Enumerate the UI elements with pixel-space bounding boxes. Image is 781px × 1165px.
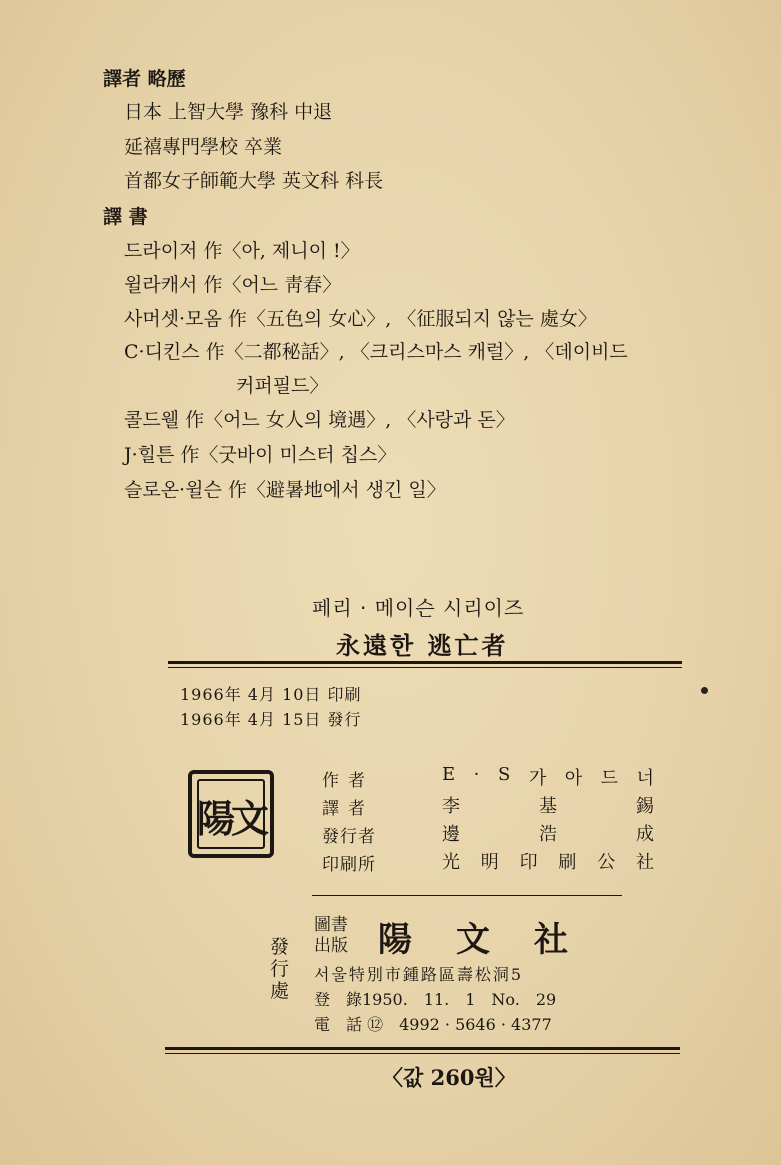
price: 〈값 260원〉	[382, 1065, 516, 1090]
profile-item: 首都女子師範大學 英文科 科長	[124, 170, 384, 192]
credit-label: 作者	[322, 771, 374, 791]
publisher-address: 서울特別市鍾路區壽松洞5	[314, 965, 524, 984]
translation-item: 콜드웰 作〈어느 女人의 境遇〉, 〈사랑과 돈〉	[124, 409, 515, 431]
divider	[168, 661, 682, 664]
credit-value-publisher: 邊 浩 成	[442, 824, 654, 845]
divider	[165, 1047, 680, 1050]
publisher-phone: 電 話 ⑫ 4992 · 5646 · 4377	[314, 1015, 552, 1034]
publisher-vertical-label: 發行處	[270, 936, 290, 1002]
book-title: 永遠한 逃亡者	[336, 632, 509, 660]
credit-label: 發行者	[322, 827, 376, 847]
divider	[165, 1053, 680, 1054]
publisher-category: 出版	[314, 936, 348, 956]
publish-date: 1966年 4月 15日 發行	[180, 710, 362, 729]
profile-item: 延禧專門學校 卒業	[124, 136, 283, 158]
translation-item: 슬로온·윌슨 作〈避暑地에서 생긴 일〉	[124, 479, 446, 501]
seal-text: 陽文	[196, 796, 265, 841]
translation-item: J·힐튼 作〈굿바이 미스터 칩스〉	[124, 444, 397, 466]
translator-profile-heading: 譯者 略歷	[103, 68, 186, 90]
translation-item: 사머셋·모옴 作〈五色의 女心〉, 〈征服되지 않는 處女〉	[124, 308, 597, 330]
publisher-registration: 登 錄1950. 11. 1 No. 29	[314, 990, 557, 1009]
credit-value-author: E · S 가 아 드 너	[442, 764, 654, 789]
ink-speck	[701, 687, 708, 694]
divider	[312, 895, 622, 896]
profile-item: 日本 上智大學 豫科 中退	[124, 101, 333, 123]
publisher-seal	[188, 770, 274, 858]
credit-value-translator: 李 基 錫	[442, 796, 654, 817]
credit-value-printer: 光 明 印 刷 公 社	[442, 852, 654, 873]
print-date: 1966年 4月 10日 印刷	[180, 685, 362, 704]
translation-item: C·디킨스 作〈二都秘話〉, 〈크리스마스 캐럴〉, 〈데이비드	[124, 341, 628, 363]
translation-item: 윌라캐서 作〈어느 靑春〉	[124, 274, 342, 296]
translations-heading: 譯 書	[103, 206, 148, 228]
series-title: 페리 · 메이슨 시리이즈	[312, 596, 525, 620]
publisher-category: 圖書	[314, 915, 348, 935]
credit-label: 譯者	[322, 799, 374, 819]
divider	[168, 667, 682, 668]
credit-label: 印刷所	[322, 855, 376, 875]
translation-item: 드라이저 作〈아, 제니이 !〉	[124, 240, 360, 262]
translation-item-continued: 커퍼필드〉	[236, 375, 329, 397]
publisher-name: 陽文社	[378, 920, 612, 960]
